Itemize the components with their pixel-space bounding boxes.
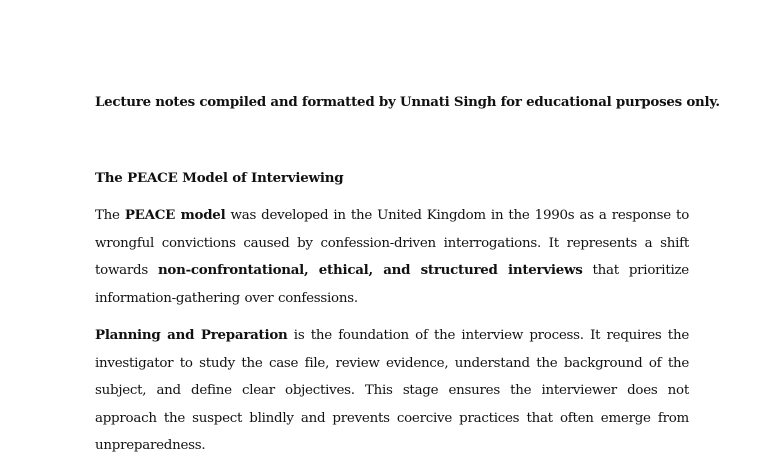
paragraph-planning-preparation — [95, 322, 689, 460]
paragraph-text: that prioritize information-gathering over confessions. — [95, 263, 689, 306]
paragraph-text: The — [95, 208, 125, 223]
paragraph-text: is the foundation of the interview process. It requires the investigator to study the case file, review evidence, understand the background of the subject, and define clear objectives. This stage ensures the interviewer does not approach the suspect blindly and prevents coercive practices that often emerge from unpreparedness. — [95, 328, 689, 454]
paragraph-peace-model — [95, 202, 689, 312]
attribution-note: Lecture notes compiled and formatted by Unnati Singh for educational purposes only. — [95, 94, 720, 110]
paragraph-text: was developed in the United Kingdom in the 1990s as a response to wrongful convictions caused by confession-driven interrogations. It represents a shift towards — [95, 208, 690, 279]
bold-term: non-confrontational, ethical, and structured interviews — [157, 262, 583, 279]
section-heading: The PEACE Model of Interviewing — [95, 170, 344, 186]
bold-term: PEACE model — [124, 207, 226, 223]
bold-term: Planning and Preparation — [95, 327, 288, 343]
